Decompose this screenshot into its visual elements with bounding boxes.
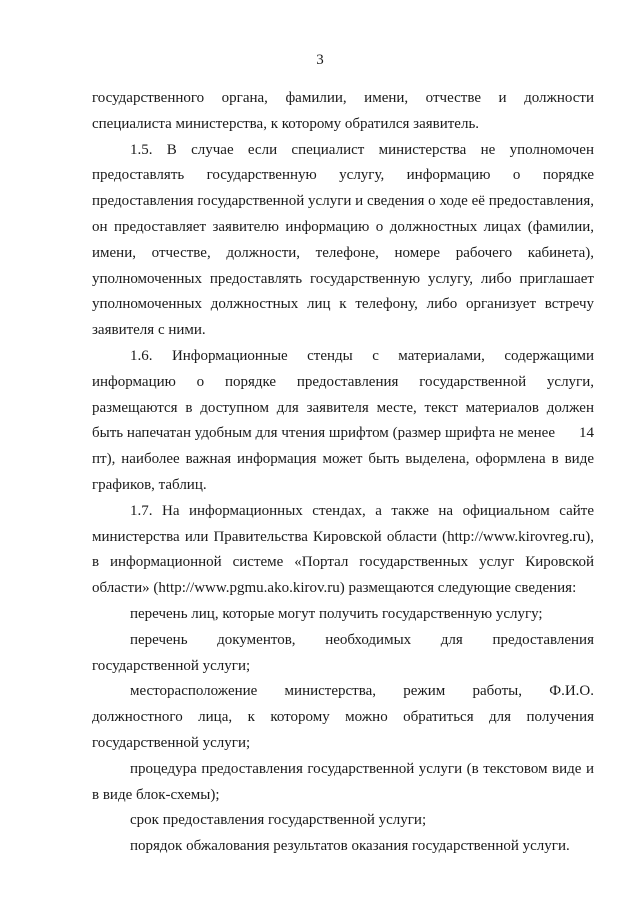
paragraph-1-6-part-a: 1.6. Информационные стенды с материалами, содержащими информацию о порядке предоставления государственной услуги, размещаются в доступном для заявителя месте, текст материалов должен быть напечатан удобным для чтения шрифтом (размер шрифта не менее xyxy=(92,347,594,442)
list-item-persons: перечень лиц, которые могут получить государственную услугу; xyxy=(130,605,543,622)
list-item-documents-tail: государственной услуги; xyxy=(92,657,251,674)
list-item-appeal: порядок обжалования результатов оказания государственной услуги. xyxy=(130,838,570,855)
page-number: 3 xyxy=(316,52,324,68)
list-item-documents-word: документов, xyxy=(217,631,296,648)
paragraph-intro: государственного органа, фамилии, имени, отчестве и должности специалиста министерства, к которому обратился заявитель. xyxy=(92,90,594,132)
list-item-documents-word: предоставления xyxy=(492,631,594,648)
list-item-documents-word: перечень xyxy=(130,631,188,648)
document-body xyxy=(92,86,594,860)
paragraph-1-6-part-b: 14 пт), наиболее важная информация может быть выделена, оформлена в виде графиков, таблиц. xyxy=(92,425,594,493)
list-item-documents-line xyxy=(92,628,594,654)
list-item-documents-word: необходимых xyxy=(325,631,412,648)
list-item-documents-word: для xyxy=(440,631,463,648)
list-item-term: срок предоставления государственной услуги; xyxy=(130,812,427,829)
list-item-location: месторасположение министерства, режим работы, Ф.И.О. должностного лица, к которому можно обратиться для получения государственной услуги; xyxy=(92,683,594,751)
paragraph-1-6 xyxy=(92,344,594,499)
list-item-procedure: процедура предоставления государственной услуги (в текстовом виде и в виде блок-схемы); xyxy=(92,760,594,803)
paragraph-1-5: 1.5. В случае если специалист министерства не уполномочен предоставлять государственную услугу, информацию о порядке предоставления государственной услуги и сведения о ходе её предоставления, он предоставляет заявителю информацию о должностных лицах (фамилии, имени, отчестве, должности, телефоне, номере рабочего кабинета), уполномоченных предоставлять государственную услугу, либо приглашает уполномоченных должностных лиц к телефону, либо организует встречу заявителя с ними. xyxy=(92,141,594,339)
paragraph-1-7: 1.7. На информационных стендах, а также на официальном сайте министерства или Правительства Кировской области (http://www.kirovreg.ru), в информационной системе «Портал государственных услуг Кировской области» (http://www.pgmu.ako.kirov.ru) размещаются следующие сведения: xyxy=(92,502,594,597)
